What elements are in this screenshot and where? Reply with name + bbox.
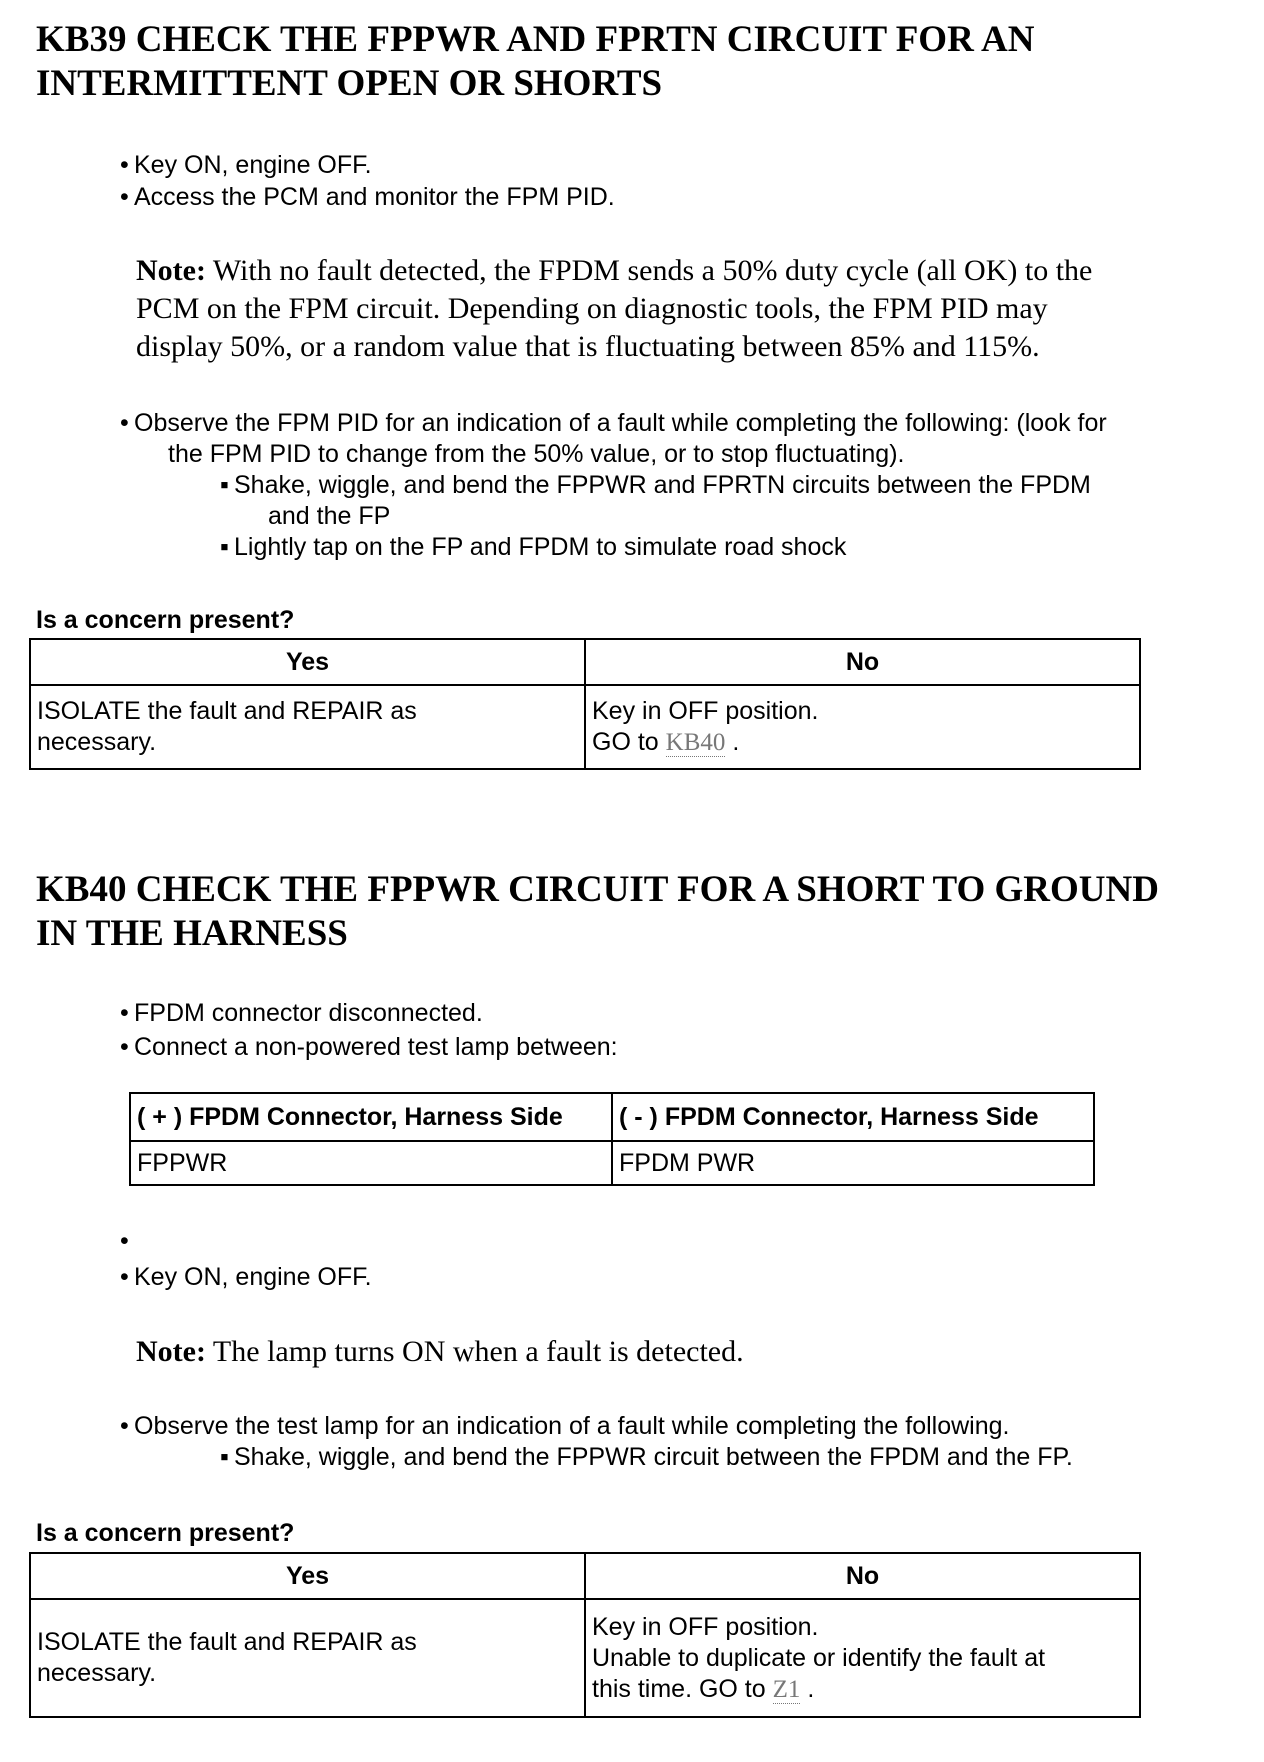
z1-link[interactable]: Z1 [772, 1675, 801, 1703]
kb40-title-line1: KB40 CHECK THE FPPWR CIRCUIT FOR A SHORT TO GROUND [36, 869, 1159, 910]
kb39-yes-cell [30, 685, 585, 769]
kb40-yes-line1: ISOLATE the fault and REPAIR as [37, 1628, 417, 1656]
kb39-observe-line2: the FPM PID to change from the 50% value, or to stop fluctuating). [168, 440, 905, 468]
kb39-step-2 [120, 182, 615, 213]
kb39-question: Is a concern present? [36, 606, 295, 634]
kb39-no-end: . [725, 728, 740, 756]
kb39-note-line1: With no fault detected, the FPDM sends a 50% duty cycle (all OK) to the [205, 254, 1093, 287]
kb39-step-1 [120, 150, 372, 181]
kb39-note-label: Note: [136, 254, 206, 287]
kb40-title [36, 868, 1159, 956]
kb39-observe-step [120, 408, 1107, 563]
kb40-observe-step [120, 1411, 1073, 1473]
kb39-result-table [29, 638, 1141, 770]
kb39-note [136, 252, 1092, 366]
kb40-no-line1: Key in OFF position. [592, 1612, 819, 1641]
kb39-sub1-line2: and the FP [268, 502, 391, 530]
kb40-step-2 [120, 1032, 618, 1063]
kb39-title [36, 18, 1034, 106]
kb40-step-1-text: FPDM connector disconnected. [134, 999, 483, 1027]
kb40-lamp-header-minus: ( - ) FPDM Connector, Harness Side [612, 1093, 1094, 1141]
kb39-note-line3: display 50%, or a random value that is fluctuating between 85% and 115%. [136, 330, 1040, 363]
kb39-note-line2: PCM on the FPM circuit. Depending on diagnostic tools, the FPM PID may [136, 292, 1048, 325]
kb40-yes-header: Yes [30, 1553, 585, 1599]
kb39-step-1-text: Key ON, engine OFF. [134, 151, 372, 179]
kb40-empty-bullet [120, 1226, 134, 1257]
kb40-lamp-table [129, 1092, 1095, 1186]
kb40-observe-text: Observe the test lamp for an indication of a fault while completing the following. [134, 1412, 1010, 1440]
kb40-step-3-text: Key ON, engine OFF. [134, 1263, 372, 1291]
kb40-no-line2: Unable to duplicate or identify the fault at [592, 1643, 1046, 1672]
kb40-title-line2: IN THE HARNESS [36, 913, 348, 954]
kb40-note [136, 1333, 744, 1371]
kb40-step-1 [120, 998, 483, 1029]
kb39-title-line1: KB39 CHECK THE FPPWR AND FPRTN CIRCUIT FOR AN [36, 19, 1035, 60]
kb40-step-3 [120, 1262, 372, 1293]
kb40-note-text: The lamp turns ON when a fault is detected. [205, 1335, 744, 1368]
kb39-no-goto: GO to [592, 728, 666, 756]
kb40-lamp-cell-plus: FPPWR [130, 1141, 612, 1185]
kb39-sub2: Lightly tap on the FP and FPDM to simulate road shock [234, 533, 847, 561]
kb40-yes-cell [30, 1599, 585, 1717]
kb40-question: Is a concern present? [36, 1519, 295, 1547]
kb39-yes-line1: ISOLATE the fault and REPAIR as [37, 697, 417, 725]
kb39-title-line2: INTERMITTENT OPEN OR SHORTS [36, 63, 663, 104]
kb39-no-cell [585, 685, 1140, 769]
kb40-note-label: Note: [136, 1335, 206, 1368]
kb40-sub1: Shake, wiggle, and bend the FPPWR circuit between the FPDM and the FP. [234, 1443, 1073, 1471]
kb40-step-2-text: Connect a non-powered test lamp between: [134, 1033, 618, 1061]
kb39-no-header: No [585, 639, 1140, 685]
kb40-lamp-cell-minus: FPDM PWR [612, 1141, 1094, 1185]
kb40-lamp-header-plus: ( + ) FPDM Connector, Harness Side [130, 1093, 612, 1141]
kb40-no-line3: this time. GO to [592, 1674, 773, 1703]
kb39-yes-header: Yes [30, 639, 585, 685]
kb40-result-table [29, 1552, 1141, 1718]
kb39-no-line1: Key in OFF position. [592, 697, 819, 725]
kb39-step-2-text: Access the PCM and monitor the FPM PID. [134, 183, 615, 211]
kb40-link[interactable]: KB40 [665, 729, 726, 756]
kb39-observe-line1: Observe the FPM PID for an indication of a fault while completing the following: (look for [134, 409, 1107, 437]
kb40-no-end: . [800, 1674, 815, 1703]
kb40-yes-line2: necessary. [37, 1659, 157, 1687]
kb40-no-cell [585, 1599, 1140, 1717]
kb39-sub1-line1: Shake, wiggle, and bend the FPPWR and FPRTN circuits between the FPDM [234, 471, 1091, 499]
kb39-yes-line2: necessary. [37, 728, 157, 756]
kb40-no-header: No [585, 1553, 1140, 1599]
